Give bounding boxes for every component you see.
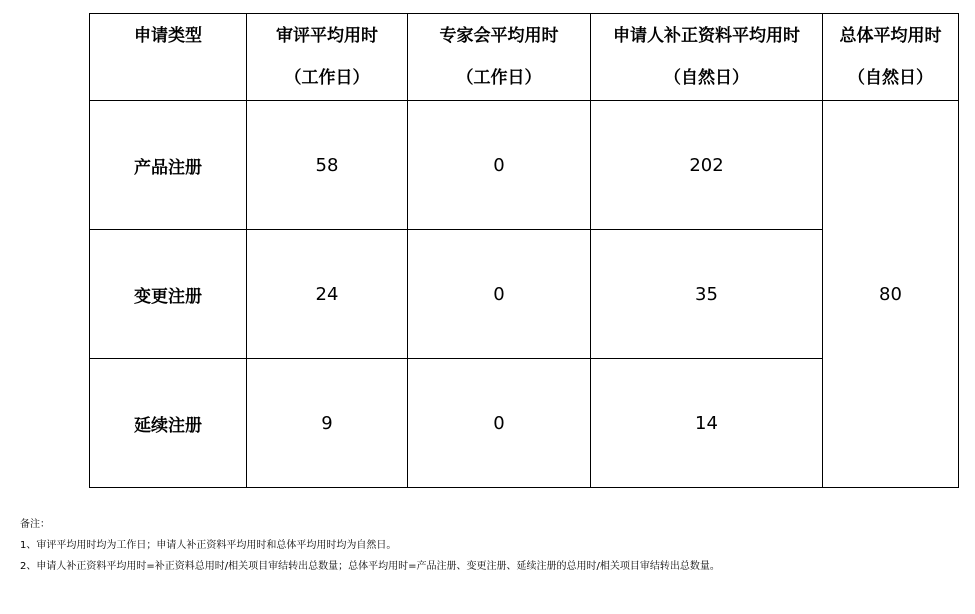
header-overall-time-line1: 总体平均用时 bbox=[839, 26, 942, 46]
expert-time-cell: 0 bbox=[408, 101, 591, 230]
header-expert-time-line1: 专家会平均用时 bbox=[439, 26, 559, 46]
header-supplement-time-line2: （自然日） bbox=[664, 68, 749, 88]
row-type-cell: 变更注册 bbox=[90, 230, 247, 359]
overall-time-cell: 80 bbox=[823, 101, 959, 488]
table-row bbox=[90, 101, 959, 230]
expert-time-cell: 0 bbox=[408, 230, 591, 359]
notes-section bbox=[20, 514, 720, 577]
header-supplement-time bbox=[591, 14, 823, 101]
review-time-cell: 9 bbox=[247, 359, 408, 488]
header-application-type-line2 bbox=[90, 57, 246, 99]
header-review-time bbox=[247, 14, 408, 101]
note-item-2: 2、申请人补正资料平均用时=补正资料总用时/相关项目审结转出总数量；总体平均用时=产品注册、变更注册、延续注册的总用时/相关项目审结转出总数量。 bbox=[20, 561, 720, 572]
supplement-time-cell: 202 bbox=[591, 101, 823, 230]
row-type-cell: 产品注册 bbox=[90, 101, 247, 230]
header-review-time-line1: 审评平均用时 bbox=[276, 26, 378, 46]
statistics-table bbox=[89, 13, 959, 488]
header-application-type bbox=[90, 14, 247, 101]
header-row bbox=[90, 14, 959, 101]
header-review-time-line2: （工作日） bbox=[284, 68, 370, 88]
supplement-time-cell: 35 bbox=[591, 230, 823, 359]
header-supplement-time-line1: 申请人补正资料平均用时 bbox=[613, 26, 800, 46]
supplement-time-cell: 14 bbox=[591, 359, 823, 488]
review-time-cell: 58 bbox=[247, 101, 408, 230]
header-expert-time bbox=[408, 14, 591, 101]
expert-time-cell: 0 bbox=[408, 359, 591, 488]
review-time-cell: 24 bbox=[247, 230, 408, 359]
row-type-cell: 延续注册 bbox=[90, 359, 247, 488]
header-application-type-line1: 申请类型 bbox=[134, 26, 202, 46]
header-overall-time-line2: （自然日） bbox=[848, 68, 933, 88]
note-item-1: 1、审评平均用时均为工作日；申请人补正资料平均用时和总体平均用时均为自然日。 bbox=[20, 540, 397, 551]
notes-title: 备注： bbox=[20, 519, 50, 530]
header-expert-time-line2: （工作日） bbox=[456, 68, 542, 88]
header-overall-time bbox=[823, 14, 959, 101]
